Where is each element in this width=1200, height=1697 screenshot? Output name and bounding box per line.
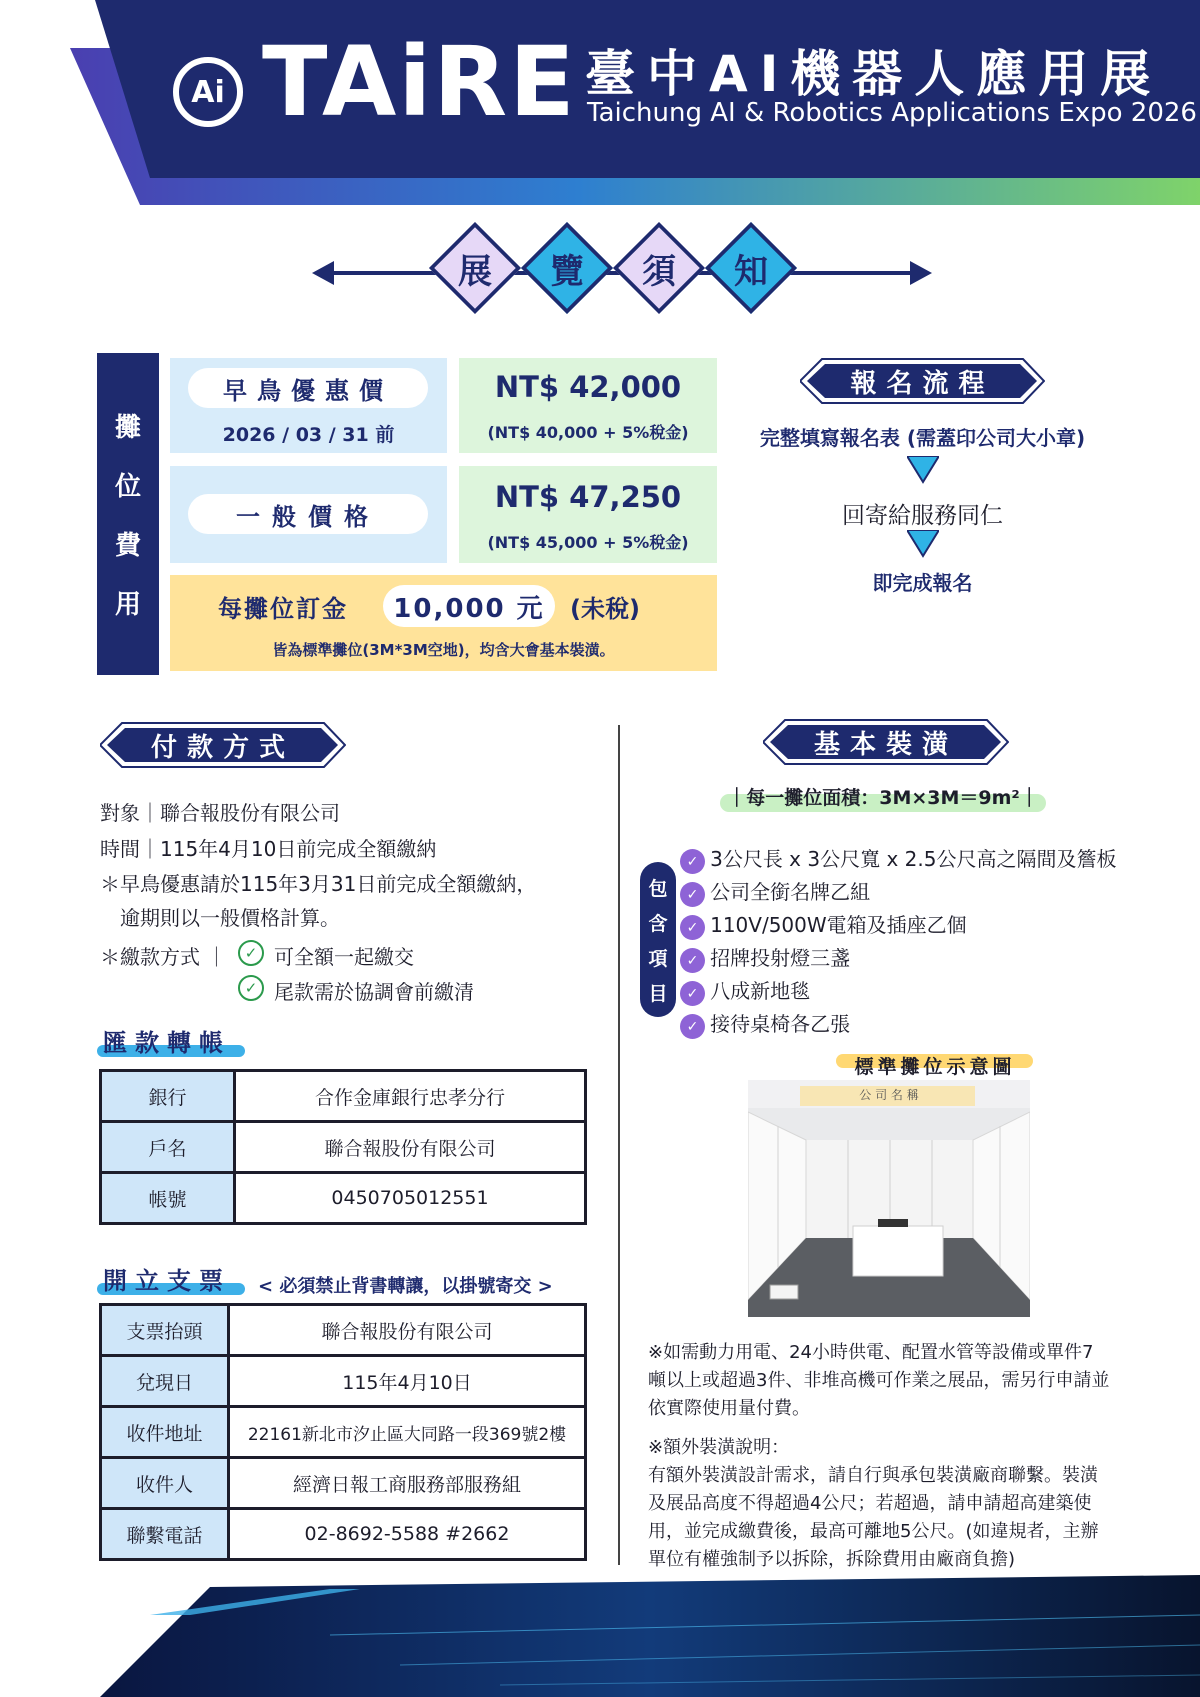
deposit-label: 每攤位訂金: [218, 595, 348, 623]
payment-late-note: 逾期則以一般價格計算。: [120, 906, 340, 930]
early-bird-cell: [170, 358, 447, 453]
deposit-cell: [170, 575, 717, 671]
list-item: ✓ 招牌投射燈三盞: [680, 942, 1116, 975]
normal-price-label: 一般價格: [188, 494, 428, 534]
include-list: [680, 843, 1116, 1041]
payment-early-note: ＊早鳥優惠請於115年3月31日前完成全額繳納，: [100, 872, 537, 896]
diagram-title: 標準攤位示意圖: [854, 1056, 1016, 1078]
check-icon: ✓: [680, 915, 705, 940]
payment-method-1: 可全額一起繳交: [274, 945, 414, 969]
signup-step-1: 完整填寫報名表 (需蓋印公司大小章): [759, 426, 1086, 450]
signup-step-2: 回寄給服務同仁: [842, 503, 1003, 529]
table-row: 聯繫電話 02-8692-5588 #2662: [101, 1509, 586, 1560]
table-row: 銀行 合作金庫銀行忠孝分行: [101, 1071, 586, 1122]
list-item: ✓ 接待桌椅各乙張: [680, 1008, 1116, 1041]
normal-price-cell: [170, 466, 447, 563]
check-icon: ✓: [680, 1014, 705, 1039]
list-item: ✓ 八成新地毯: [680, 975, 1116, 1008]
list-item: ✓ 3公尺長 x 3公尺寬 x 2.5公尺高之隔間及簷板: [680, 843, 1116, 876]
booth-fee-label: 攤 位 費 用: [97, 353, 159, 675]
signup-title: 報名流程: [850, 368, 995, 399]
notice-char-2: 覽: [550, 251, 584, 292]
expo-title-en: Taichung AI & Robotics Applications Expo 2026: [587, 98, 1197, 128]
early-bird-price-cell: [459, 358, 717, 453]
deposit-tax-note: (未稅): [570, 595, 640, 623]
check-icon: ✓: [680, 849, 705, 874]
normal-price-value-cell: [459, 466, 717, 563]
list-item: ✓ 公司全銜名牌乙組: [680, 876, 1116, 909]
notice-char-1: 展: [458, 251, 492, 292]
early-bird-deadline: 2026 / 03 / 31 前: [222, 424, 395, 446]
check-icon: ✓: [680, 882, 705, 907]
column-divider: [618, 725, 620, 1565]
decor-title: 基本裝潢: [813, 729, 958, 760]
deposit-note: 皆為標準攤位(3M*3M空地)，均含大會基本裝潢。: [272, 641, 615, 659]
cheque-table: [99, 1303, 587, 1561]
booth-sign: 公 司 名 稱: [859, 1088, 919, 1102]
payment-method-label: ＊繳款方式 ｜: [100, 945, 227, 969]
check-icon: ✓: [238, 940, 264, 966]
footer-banner: [0, 1575, 1200, 1697]
normal-price-detail: (NT$ 45,000 + 5%稅金): [487, 533, 689, 552]
table-row: 兌現日 115年4月10日: [101, 1356, 586, 1407]
early-bird-price: NT$ 42,000: [494, 370, 682, 404]
signup-step-3: 即完成報名: [872, 571, 973, 595]
list-item: ✓ 110V/500W電箱及插座乙個: [680, 909, 1116, 942]
notice-char-4: 知: [734, 251, 768, 292]
extra-decor-note: 有額外裝潢設計需求，請自行與承包裝潢廠商聯繫。裝潢及展品高度不得超過4公尺；若超過，請申請超高建築使用，並完成繳費後，最高可離地5公尺。(如違規者，主辦單位有權強制予以拆除，拆除費用由廠商負擔): [648, 1465, 1099, 1570]
table-row: 支票抬頭 聯合報股份有限公司: [101, 1305, 586, 1356]
deposit-amount: 10,000 元: [383, 585, 555, 627]
early-bird-label: 早鳥優惠價: [188, 368, 428, 408]
extra-decor-title: ※額外裝潢說明：: [648, 1437, 790, 1458]
normal-price: NT$ 47,250: [494, 480, 682, 514]
transfer-table: [99, 1069, 587, 1225]
early-bird-price-detail: (NT$ 40,000 + 5%稅金): [487, 423, 689, 442]
expo-title-zh: 臺中AI機器人應用展: [585, 45, 1163, 103]
payment-title: 付款方式: [150, 732, 295, 763]
include-label: 包 含 項 目: [640, 862, 676, 1017]
power-note: ※如需動力用電、24小時供電、配置水管等設備或單件7噸以上或超過3件、非堆高機可作業之展品，需另行申請並依實際使用量付費。: [648, 1342, 1110, 1419]
check-icon: ✓: [680, 948, 705, 973]
check-icon: ✓: [680, 981, 705, 1006]
logo-wordmark: TAiRE: [262, 26, 577, 138]
arrow-down-icon: [907, 530, 939, 558]
arrow-down-icon: [907, 456, 939, 484]
logo-gear-icon: Ai: [173, 57, 243, 127]
cheque-title: 開立支票: [103, 1267, 231, 1295]
table-row: 戶名 聯合報股份有限公司: [101, 1122, 586, 1173]
check-icon: ✓: [238, 975, 264, 1001]
notice-char-3: 須: [642, 251, 676, 292]
table-row: 收件地址 22161新北市汐止區大同路一段369號2樓: [101, 1407, 586, 1458]
payment-time: 時間｜115年4月10日前完成全額繳納: [100, 837, 437, 861]
transfer-title: 匯款轉帳: [103, 1029, 231, 1057]
payment-method-2: 尾款需於協調會前繳清: [274, 980, 474, 1004]
table-row: 帳號 0450705012551: [101, 1173, 586, 1224]
booth-diagram-image: [748, 1080, 1030, 1317]
table-row: 收件人 經濟日報工商服務部服務組: [101, 1458, 586, 1509]
booth-area: ｜每一攤位面積：3M×3M＝9m²｜: [727, 787, 1039, 809]
cheque-note: < 必須禁止背書轉讓，以掛號寄交 >: [258, 1276, 553, 1297]
payment-target: 對象｜聯合報股份有限公司: [100, 801, 340, 825]
